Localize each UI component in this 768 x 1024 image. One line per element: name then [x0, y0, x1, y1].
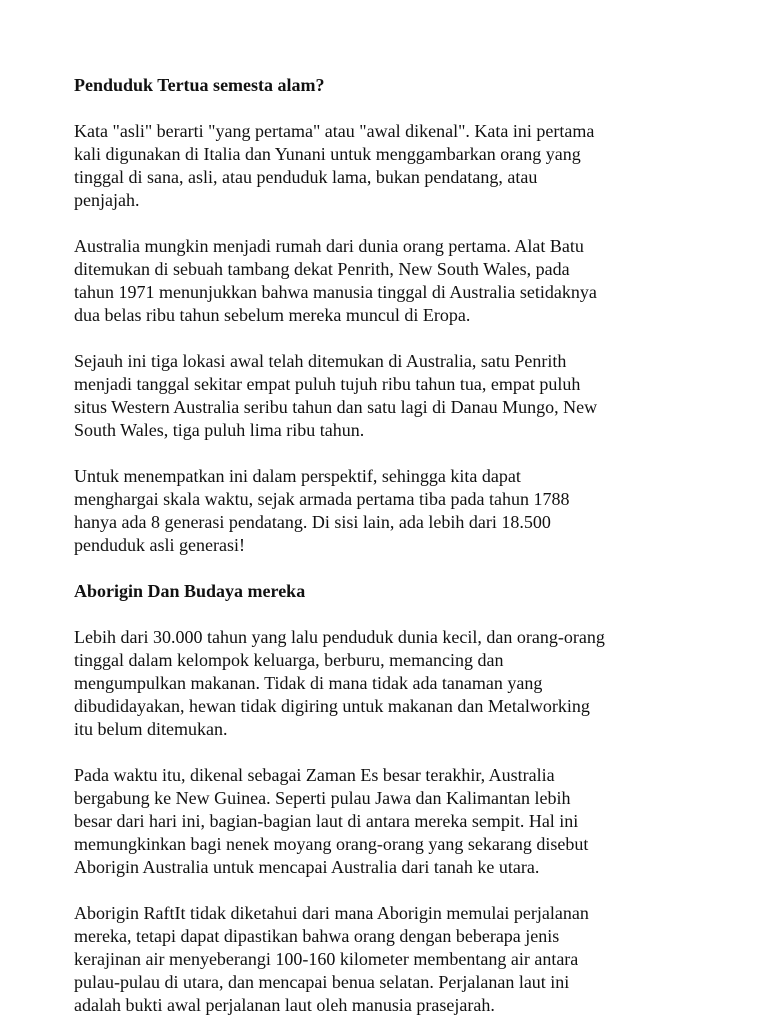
paragraph: [74, 465, 714, 557]
section-heading: Aborigin Dan Budaya mereka: [74, 581, 306, 601]
text-line: Kata "asli" berarti "yang pertama" atau "awal dikenal". Kata ini pertama: [74, 121, 595, 141]
text-line: pulau-pulau di utara, dan mencapai benua selatan. Perjalanan laut ini: [74, 972, 570, 992]
text-line: kali digunakan di Italia dan Yunani untuk menggambarkan orang yang: [74, 144, 581, 164]
text-line: menjadi tanggal sekitar empat puluh tujuh ribu tahun tua, empat puluh: [74, 374, 581, 394]
text-line: dua belas ribu tahun sebelum mereka muncul di Eropa.: [74, 305, 471, 325]
text-line: menghargai skala waktu, sejak armada pertama tiba pada tahun 1788: [74, 489, 570, 509]
paragraph: [74, 902, 714, 1017]
text-line: ditemukan di sebuah tambang dekat Penrith, New South Wales, pada: [74, 259, 570, 279]
paragraph: [74, 120, 714, 212]
text-line: tinggal di sana, asli, atau penduduk lama, bukan pendatang, atau: [74, 167, 538, 187]
text-line: Untuk menempatkan ini dalam perspektif, sehingga kita dapat: [74, 466, 521, 486]
text-line: situs Western Australia seribu tahun dan satu lagi di Danau Mungo, New: [74, 397, 598, 417]
document-body: [74, 74, 714, 1024]
text-line: adalah bukti awal perjalanan laut oleh manusia prasejarah.: [74, 995, 495, 1015]
section-heading: Penduduk Tertua semesta alam?: [74, 75, 325, 95]
text-line: memungkinkan bagi nenek moyang orang-orang yang sekarang disebut: [74, 834, 589, 854]
text-line: besar dari hari ini, bagian-bagian laut di antara mereka sempit. Hal ini: [74, 811, 579, 831]
text-line: Lebih dari 30.000 tahun yang lalu penduduk dunia kecil, dan orang-orang: [74, 627, 605, 647]
text-line: mengumpulkan makanan. Tidak di mana tidak ada tanaman yang: [74, 673, 543, 693]
text-line: itu belum ditemukan.: [74, 719, 228, 739]
text-line: penduduk asli generasi!: [74, 535, 245, 555]
paragraph: [74, 350, 714, 442]
text-line: tahun 1971 menunjukkan bahwa manusia tinggal di Australia setidaknya: [74, 282, 597, 302]
text-line: kerajinan air menyeberangi 100-160 kilometer membentang air antara: [74, 949, 579, 969]
text-line: tinggal dalam kelompok keluarga, berburu, memancing dan: [74, 650, 504, 670]
text-line: Sejauh ini tiga lokasi awal telah ditemukan di Australia, satu Penrith: [74, 351, 567, 371]
paragraph: [74, 626, 714, 741]
paragraph: [74, 235, 714, 327]
text-line: bergabung ke New Guinea. Seperti pulau Jawa dan Kalimantan lebih: [74, 788, 571, 808]
paragraph: [74, 764, 714, 879]
text-line: Australia mungkin menjadi rumah dari dunia orang pertama. Alat Batu: [74, 236, 584, 256]
text-line: penjajah.: [74, 190, 140, 210]
text-line: mereka, tetapi dapat dipastikan bahwa orang dengan beberapa jenis: [74, 926, 560, 946]
text-line: dibudidayakan, hewan tidak digiring untuk makanan dan Metalworking: [74, 696, 590, 716]
text-line: Aborigin RaftIt tidak diketahui dari mana Aborigin memulai perjalanan: [74, 903, 589, 923]
text-line: hanya ada 8 generasi pendatang. Di sisi lain, ada lebih dari 18.500: [74, 512, 551, 532]
text-line: Pada waktu itu, dikenal sebagai Zaman Es besar terakhir, Australia: [74, 765, 555, 785]
text-line: South Wales, tiga puluh lima ribu tahun.: [74, 420, 365, 440]
text-line: Aborigin Australia untuk mencapai Australia dari tanah ke utara.: [74, 857, 540, 877]
